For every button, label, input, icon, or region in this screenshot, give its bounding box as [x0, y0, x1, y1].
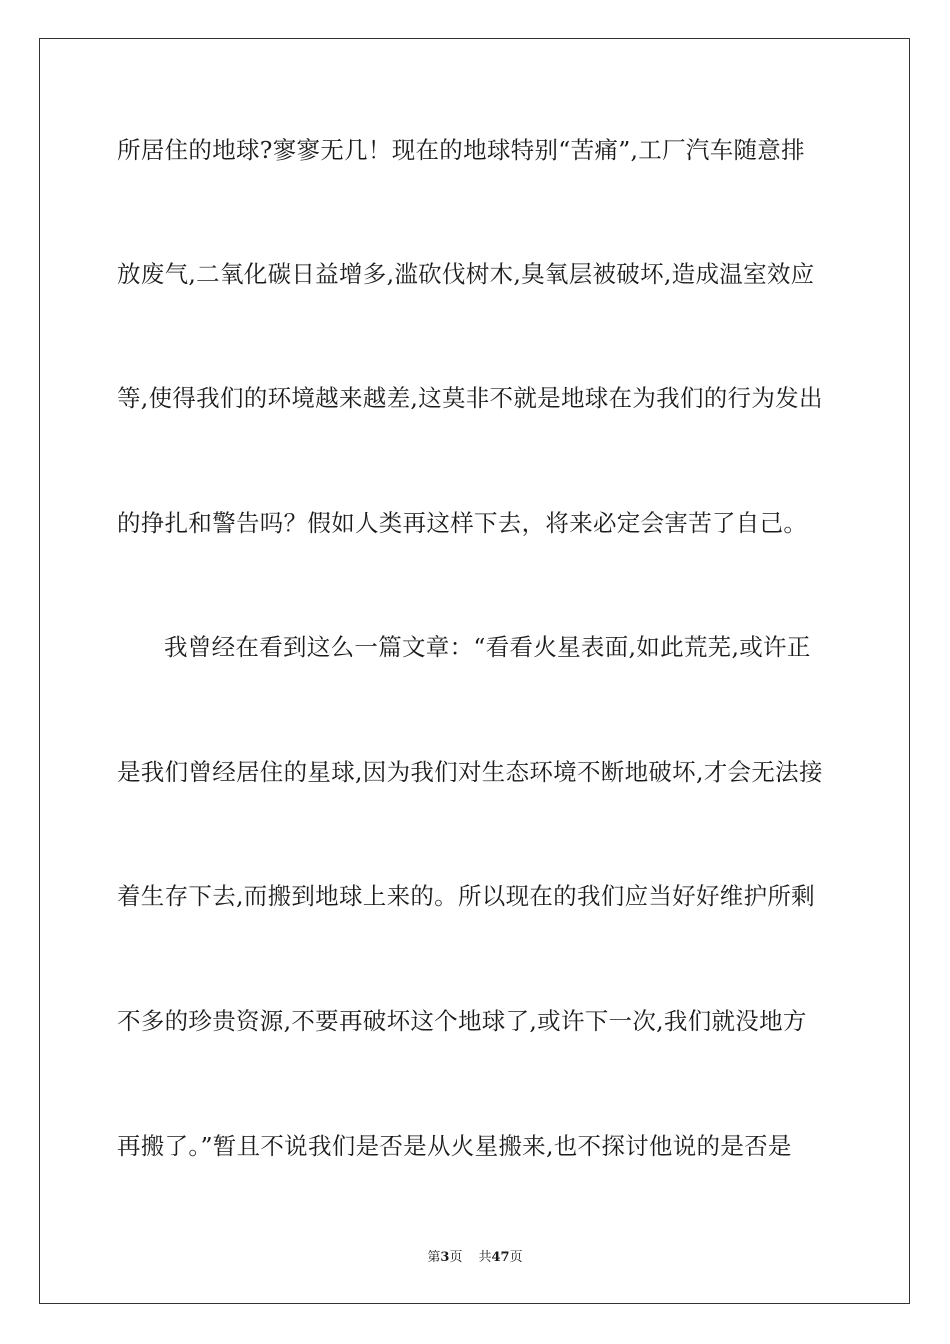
text-line: 不多的珍贵资源,不要再破坏这个地球了,或许下一次,我们就没地方 [117, 1007, 807, 1035]
page-suffix: 页 [449, 1250, 463, 1265]
text-line: 着生存下去,而搬到地球上来的。所以现在的我们应当好好维护所剩 [117, 882, 815, 910]
page-footer [0, 1250, 950, 1266]
page-border [39, 38, 910, 1304]
text-line: 再搬了。”暂且不说我们是否是从火星搬来,也不探讨他说的是否是 [117, 1132, 792, 1160]
text-line: 是我们曾经居住的星球,因为我们对生态环境不断地破坏,才会无法接 [117, 758, 823, 786]
text-line: 等,使得我们的环境越来越差,这莫非不就是地球在为我们的行为发出 [117, 384, 823, 412]
text-line: 放废气,二氧化碳日益增多,滥砍伐树木,臭氧层被破坏,造成温室效应 [117, 260, 815, 288]
total-prefix: 共 [478, 1250, 492, 1265]
text-line: 的挣扎和警告吗？假如人类再这样下去，将来必定会害苦了自己。 [117, 509, 808, 537]
paragraph-first-line: 我曾经在看到这么一篇文章：“看看火星表面,如此荒芜,或许正 [164, 633, 811, 661]
total-pages: 47 [491, 1250, 510, 1265]
text-line: 所居住的地球?寥寥无几！现在的地球特别“苦痛”,工厂汽车随意排 [117, 136, 805, 164]
page-prefix: 第 [427, 1250, 441, 1265]
total-suffix: 页 [509, 1250, 523, 1265]
page-number: 3 [440, 1250, 450, 1265]
